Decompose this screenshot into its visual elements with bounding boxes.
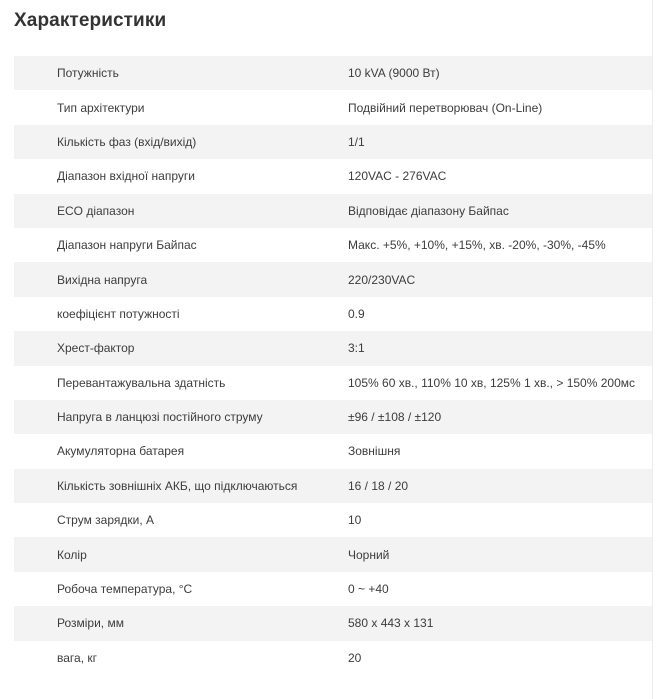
spec-label: Розміри, мм [57, 616, 124, 631]
spec-row-charging-current [14, 503, 652, 537]
spec-label: Акумуляторна батарея [57, 444, 185, 459]
spec-row-crest-factor [14, 331, 652, 365]
spec-row-battery [14, 434, 652, 468]
spec-label: Перевантажувальна здатність [57, 375, 226, 390]
spec-row-input-voltage-range [14, 159, 652, 193]
spec-label: Колір [57, 547, 87, 562]
spec-label: Робоча температура, °С [57, 582, 193, 597]
spec-row-eco-range [14, 194, 652, 228]
spec-row-weight [14, 641, 652, 675]
spec-value: Макс. +5%, +10%, +15%, хв. -20%, -30%, -45% [348, 238, 606, 253]
spec-value: 0 ~ +40 [348, 582, 389, 597]
spec-value: ±96 / ±108 / ±120 [348, 410, 442, 425]
spec-label: ECO діапазон [57, 203, 135, 218]
spec-value: Зовнішня [348, 444, 401, 459]
spec-value: 220/230VAC [348, 272, 416, 287]
spec-row-architecture [14, 90, 652, 124]
spec-value: Чорний [348, 547, 390, 562]
spec-value: 10 [348, 513, 362, 528]
specifications-table [14, 56, 652, 675]
spec-label: Струм зарядки, А [57, 513, 154, 528]
section-title: Характеристики [14, 10, 167, 31]
spec-value: 3:1 [348, 341, 365, 356]
spec-value: 16 / 18 / 20 [348, 478, 409, 493]
spec-value: 0.9 [348, 306, 365, 321]
spec-row-power-factor [14, 297, 652, 331]
spec-row-power [14, 56, 652, 90]
spec-row-bypass-range [14, 228, 652, 262]
spec-label: Напруга в ланцюзі постійного струму [57, 410, 263, 425]
spec-row-color [14, 537, 652, 571]
spec-row-external-battery-count [14, 469, 652, 503]
spec-row-phases [14, 125, 652, 159]
spec-row-output-voltage [14, 262, 652, 296]
spec-label: Хрест-фактор [57, 341, 135, 356]
spec-value: 1/1 [348, 134, 365, 149]
spec-label: коефіцієнт потужності [57, 306, 180, 321]
spec-value: 120VAC - 276VAC [348, 169, 447, 184]
spec-label: Потужність [57, 66, 119, 81]
spec-value: 580 x 443 x 131 [348, 616, 434, 631]
content-right-border [652, 0, 653, 699]
spec-label: Діапазон напруги Байпас [57, 238, 197, 253]
spec-row-dc-voltage [14, 400, 652, 434]
spec-value: 105% 60 хв., 110% 10 хв, 125% 1 хв., > 150% 200мс [348, 375, 635, 390]
spec-row-operating-temperature [14, 572, 652, 606]
spec-label: Тип архітектури [57, 100, 145, 115]
spec-value: 20 [348, 650, 362, 665]
spec-label: Вихідна напруга [57, 272, 148, 287]
spec-label: Кількість фаз (вхід/вихід) [57, 134, 197, 149]
spec-value: 10 kVA (9000 Вт) [348, 66, 440, 81]
spec-label: Діапазон вхідної напруги [57, 169, 195, 184]
spec-label: вага, кг [57, 650, 97, 665]
spec-label: Кількість зовнішніх АКБ, що підключаються [57, 478, 298, 493]
spec-row-overload-capacity [14, 366, 652, 400]
spec-value: Подвійний перетворювач (On-Line) [348, 100, 543, 115]
spec-value: Відповідає діапазону Байпас [348, 203, 509, 218]
spec-row-dimensions [14, 606, 652, 640]
